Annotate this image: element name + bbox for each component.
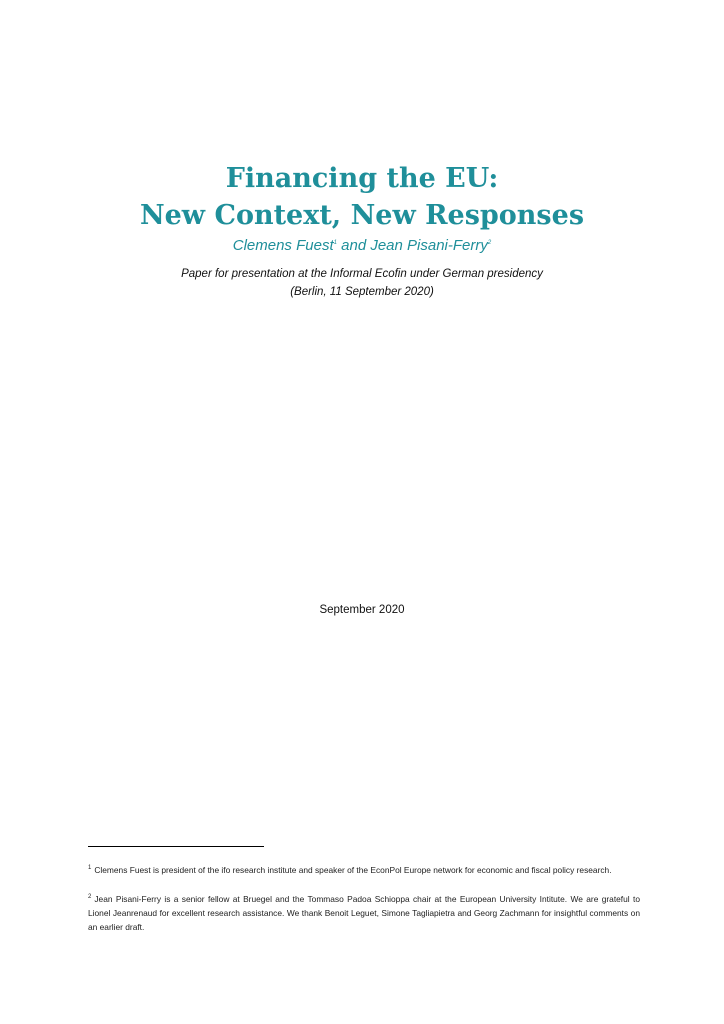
author-1-name: Clemens Fuest	[232, 237, 334, 254]
footnote-2	[88, 892, 640, 934]
footnote-separator	[88, 846, 264, 847]
author-1-footnote-mark: 1	[333, 240, 337, 246]
author-2-footnote-mark: 2	[487, 240, 492, 246]
authors-line	[0, 237, 724, 254]
occasion-line-2: (Berlin, 11 September 2020)	[290, 286, 434, 298]
footnote-1-text: Clemens Fuest is president of the ifo research institute and speaker of the EconPol Europe network for economic and fiscal policy research.	[94, 865, 612, 875]
footnote-2-mark: 2	[88, 894, 92, 900]
occasion-line-1: Paper for presentation at the Informal Ecofin under German presidency	[181, 268, 543, 280]
footnote-1	[88, 863, 640, 877]
authors-connector: and	[336, 237, 371, 254]
title-line-2: New Context, New Responses	[139, 200, 585, 231]
footnote-1-mark: 1	[88, 865, 92, 871]
author-2-name: Jean Pisani-Ferry	[370, 237, 488, 254]
title-line-1: Financing the EU:	[225, 163, 499, 194]
publication-date: September 2020	[319, 604, 405, 616]
footnote-2-text: Jean Pisani-Ferry is a senior fellow at Bruegel and the Tommaso Padoa Schioppa chair at the European University Intitute. We are grateful to Lionel Jeanrenaud for excellent research assistance. We thank Benoit Leguet, Simone Tagliapietra and Georg Zachmann for insightful comments on an earlier draft.	[88, 894, 640, 932]
